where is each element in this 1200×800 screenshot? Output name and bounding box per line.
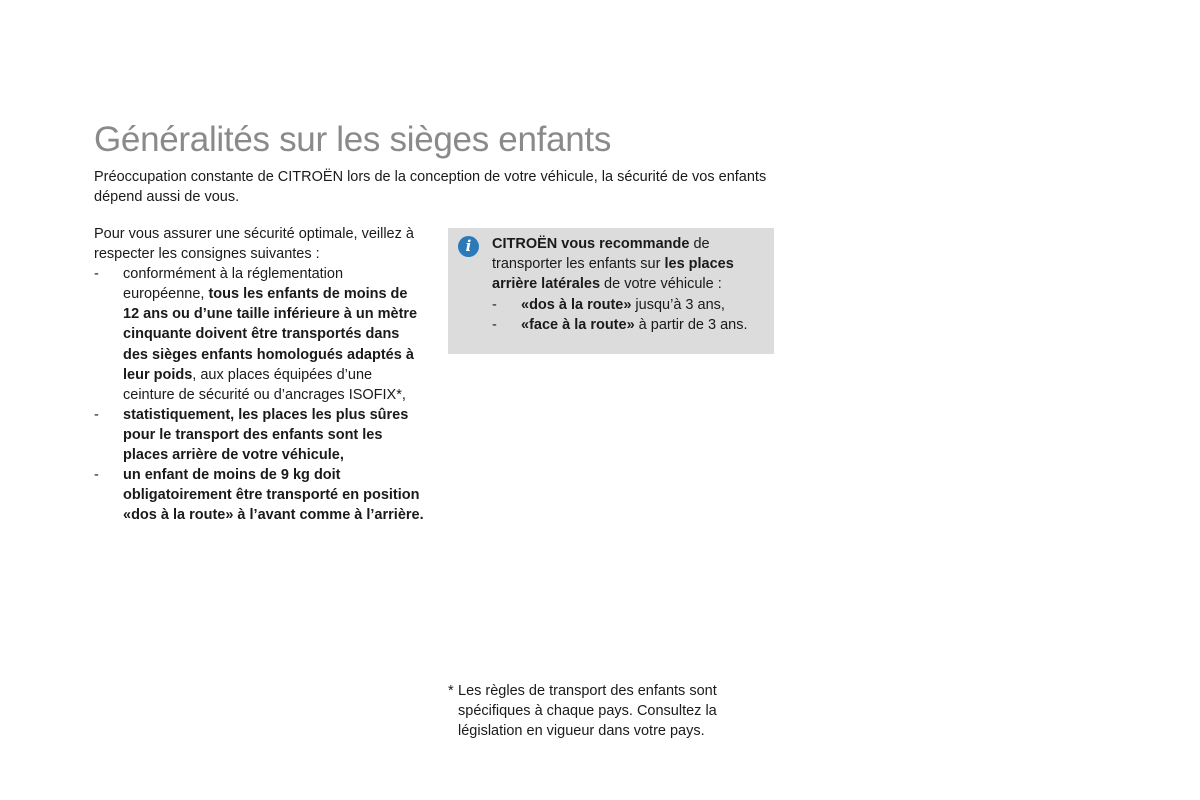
instructions-lead: Pour vous assurer une sécurité optimale, veillez à respecter les consignes suivantes : [94,226,414,263]
instructions-list [94,264,424,525]
footnote-marker: * [448,683,454,699]
bullet-dash: - [492,316,497,333]
item-text: à partir de 3 ans. [634,316,748,333]
bullet-dash: - [94,266,99,283]
recommendation-info-box [448,228,774,354]
footnote-body: Les règles de transport des enfants sont spécifiques à chaque pays. Consultez la législation en vigueur dans votre pays. [458,683,717,740]
page-title: Généralités sur les sièges enfants [94,120,612,159]
list-item [94,465,424,525]
item-bold-text: tous les enfants de moins de 12 ans ou d’une taille inférieure à un mètre cinquante doivent être transportés dans des sièges enfants homologués adaptés à leur poids [123,286,418,383]
safety-instructions [94,224,424,525]
bullet-dash: - [492,296,497,313]
item-bold-text: «face à la route» [521,316,635,333]
list-item [94,264,424,405]
list-item [94,405,424,465]
recommendation-text [492,234,764,295]
recommendation-bold: CITROËN vous recommande [492,236,690,252]
list-item [492,295,764,315]
item-text: conformément à la réglementation européenne, [123,266,344,303]
item-bold-text: statistiquement, les places les plus sûres pour le transport des enfants sont les places arrière de votre véhicule, [123,406,409,464]
recommendation-list [492,295,764,335]
item-text: , aux places équipées d’une ceinture de sécurité ou d’ancrages ISOFIX*, [123,366,406,403]
item-bold-text: «dos à la route» [521,296,632,313]
item-text: jusqu’à 3 ans, [631,296,725,313]
intro-paragraph: Préoccupation constante de CITROËN lors de la conception de votre véhicule, la sécurité de vos enfants dépend aussi de vous. [94,169,767,205]
footnote-text [448,681,768,742]
recommendation-span: de transporter les enfants sur [492,236,710,273]
recommendation-bold: les places arrière latérales [492,256,734,293]
item-bold-text: un enfant de moins de 9 kg doit obligatoirement être transporté en position «dos à la route» à l’avant comme à l’arrière. [123,467,424,524]
list-item [492,315,764,335]
info-icon: i [458,236,479,257]
bullet-dash: - [94,406,99,423]
footnote [448,681,768,742]
recommendation-span: de votre véhicule : [600,276,722,293]
bullet-dash: - [94,467,99,484]
